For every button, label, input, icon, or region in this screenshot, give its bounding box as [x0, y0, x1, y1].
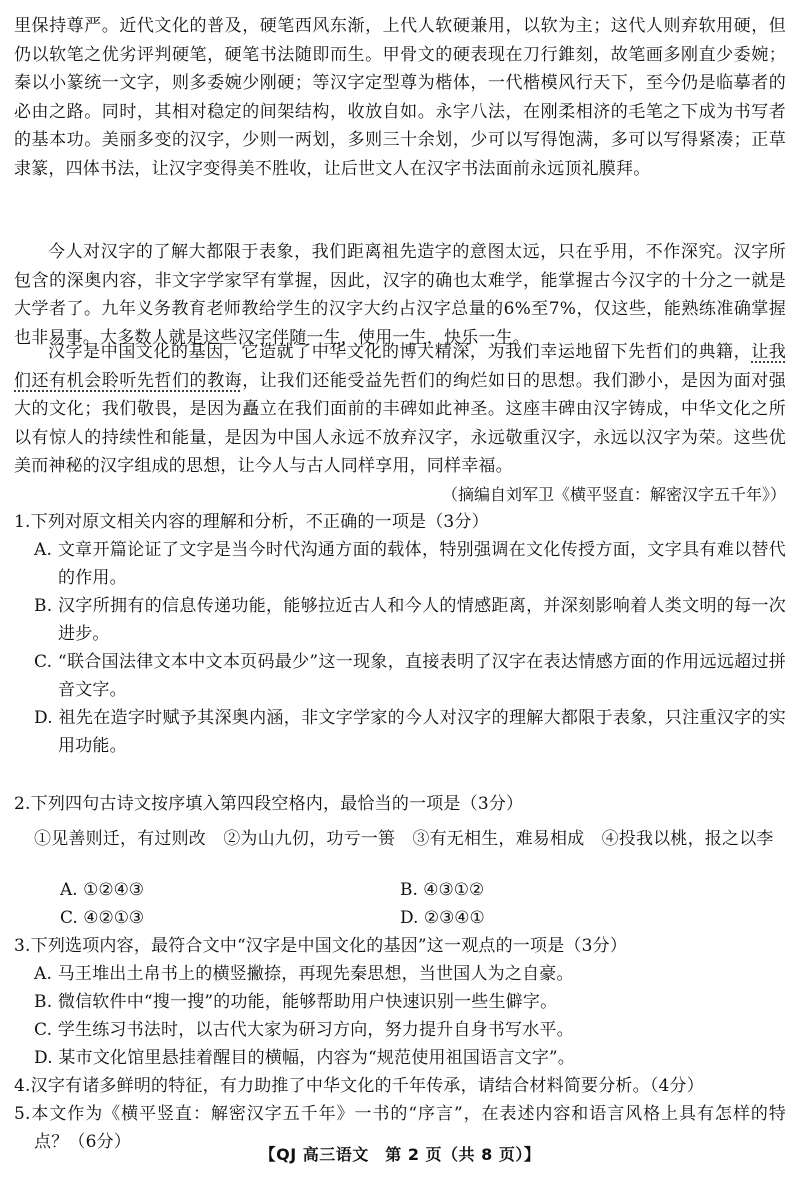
question-1-stem: 1.下列对原文相关内容的理解和分析，不正确的一项是（3分） — [14, 512, 489, 532]
paragraph-3-lead: 汉字是中国文化的基因，它造就了中华文化的博大精深，为我们幸运地留下先哲们的典籍， — [48, 342, 752, 362]
question-5: 5.本文作为《横平竖直：解密汉字五千年》一书的“序言”，在表述内容和语言风格上具有怎样的特点？（6分） — [14, 1104, 786, 1152]
paragraph-3-rest: ，让我们还能受益先哲们的绚烂如日的思想。我们渺小，是因为面对强大的文化；我们敬畏，是因为矗立在我们面前的丰碑如此神圣。这座丰碑由汉字铸成，中华文化之所以有惊人的持续性和能量，是因为中国人永远不放弃汉字，永远敬重汉字，永远以汉字为荣。这些优美而神秘的汉字组成的思想，让今人与古人同样享用，同样幸福。 — [14, 370, 786, 477]
question-2-stem: 2.下列四句古诗文按序填入第四段空格内，最恰当的一项是（3分） — [14, 794, 524, 814]
question-2-option-a: A. ①②④③ — [60, 880, 145, 900]
question-3-stem: 3.下列选项内容，最符合文中“汉字是中国文化的基因”这一观点的一项是（3分） — [14, 936, 628, 956]
question-1-option-c: C. “联合国法律文本中文本页码最少”这一现象，直接表明了汉字在表达情感方面的作用远远超过拼音文字。 — [34, 652, 786, 700]
paragraph-3-dotted-phrase: 让我们还有机会聆听先哲们的教诲 — [14, 342, 786, 391]
passage-paragraph-3 — [14, 338, 786, 481]
question-1-option-b: B. 汉字所拥有的信息传递功能，能够拉近古人和今人的情感距离，并深刻影响着人类文明的每一次进步。 — [34, 596, 786, 644]
question-1-option-d: D. 祖先在造字时赋予其深奥内涵，非文字学家的今人对汉字的理解大都限于表象，只注重汉字的实用功能。 — [34, 708, 786, 756]
question-3-option-c: C. 学生练习书法时，以古代大家为研习方向，努力提升自身书写水平。 — [34, 1020, 574, 1040]
passage-paragraph-2: 今人对汉字的了解大都限于表象，我们距离祖先造字的意图太远，只在乎用，不作深究。汉字所包含的深奥内容，非文字学家罕有掌握，因此，汉字的确也太难学，能掌握古今汉字的十分之一就是大学者了。九年义务教育老师教给学生的汉字大约占汉字总量的6%至7%，仅这些，能熟练准确掌握也非易事。大多数人就是这些汉字伴随一生，使用一生，快乐一生。 — [14, 242, 786, 348]
passage-source: （摘编自刘军卫《横平竖直：解密汉字五千年》） — [441, 485, 786, 504]
question-2-option-b: B. ④③①② — [400, 880, 485, 900]
question-3-option-a: A. 马王堆出土帛书上的横竖撇捺，再现先秦思想，当世国人为之自豪。 — [34, 964, 574, 984]
question-4: 4.汉字有诸多鲜明的特征，有力助推了中华文化的千年传承，请结合材料简要分析。（4分） — [14, 1076, 704, 1096]
question-1-option-a: A. 文章开篇论证了文字是当今时代沟通方面的载体，特别强调在文化传授方面，文字具有难以替代的作用。 — [34, 540, 786, 588]
page-footer: 【QJ 高三语文 第 2 页（共 8 页）】 — [259, 1145, 541, 1164]
question-3-option-b: B. 微信软件中“搜一搜”的功能，能够帮助用户快速识别一些生僻字。 — [34, 992, 558, 1012]
question-3-option-d: D. 某市文化馆里悬挂着醒目的横幅，内容为“规范使用祖国语言文字”。 — [34, 1048, 576, 1068]
question-2-option-c: C. ④②①③ — [60, 908, 145, 928]
question-2-quotes: ①见善则迁，有过则改 ②为山九仞，功亏一篑 ③有无相生，难易相成 ④投我以桃，报之以李 — [34, 829, 774, 849]
question-2-option-d: D. ②③④① — [400, 908, 485, 928]
passage-paragraph-1-tail: 里保持尊严。近代文化的普及，硬笔西风东渐，上代人软硬兼用，以软为主；这代人则弃软用硬，但仍以软笔之优劣评判硬笔，硬笔书法随即而生。甲骨文的硬表现在刀行錐刻，故笔画多刚直少委婉；秦以小篆统一文字，则多委婉少刚硬；等汉字定型尊为楷体，一代楷模风行天下，至今仍是临摹者的必由之路。同时，其相对稳定的间架结构，收放自如。永字八法，在刚柔相济的毛笔之下成为书写者的基本功。美丽多变的汉字，少则一两划，多则三十余划，少可以写得饱满，多可以写得紧凑；正草隶篆，四体书法，让汉字变得美不胜收，让后世文人在汉字书法面前永远顶礼膜拜。 — [14, 16, 786, 179]
